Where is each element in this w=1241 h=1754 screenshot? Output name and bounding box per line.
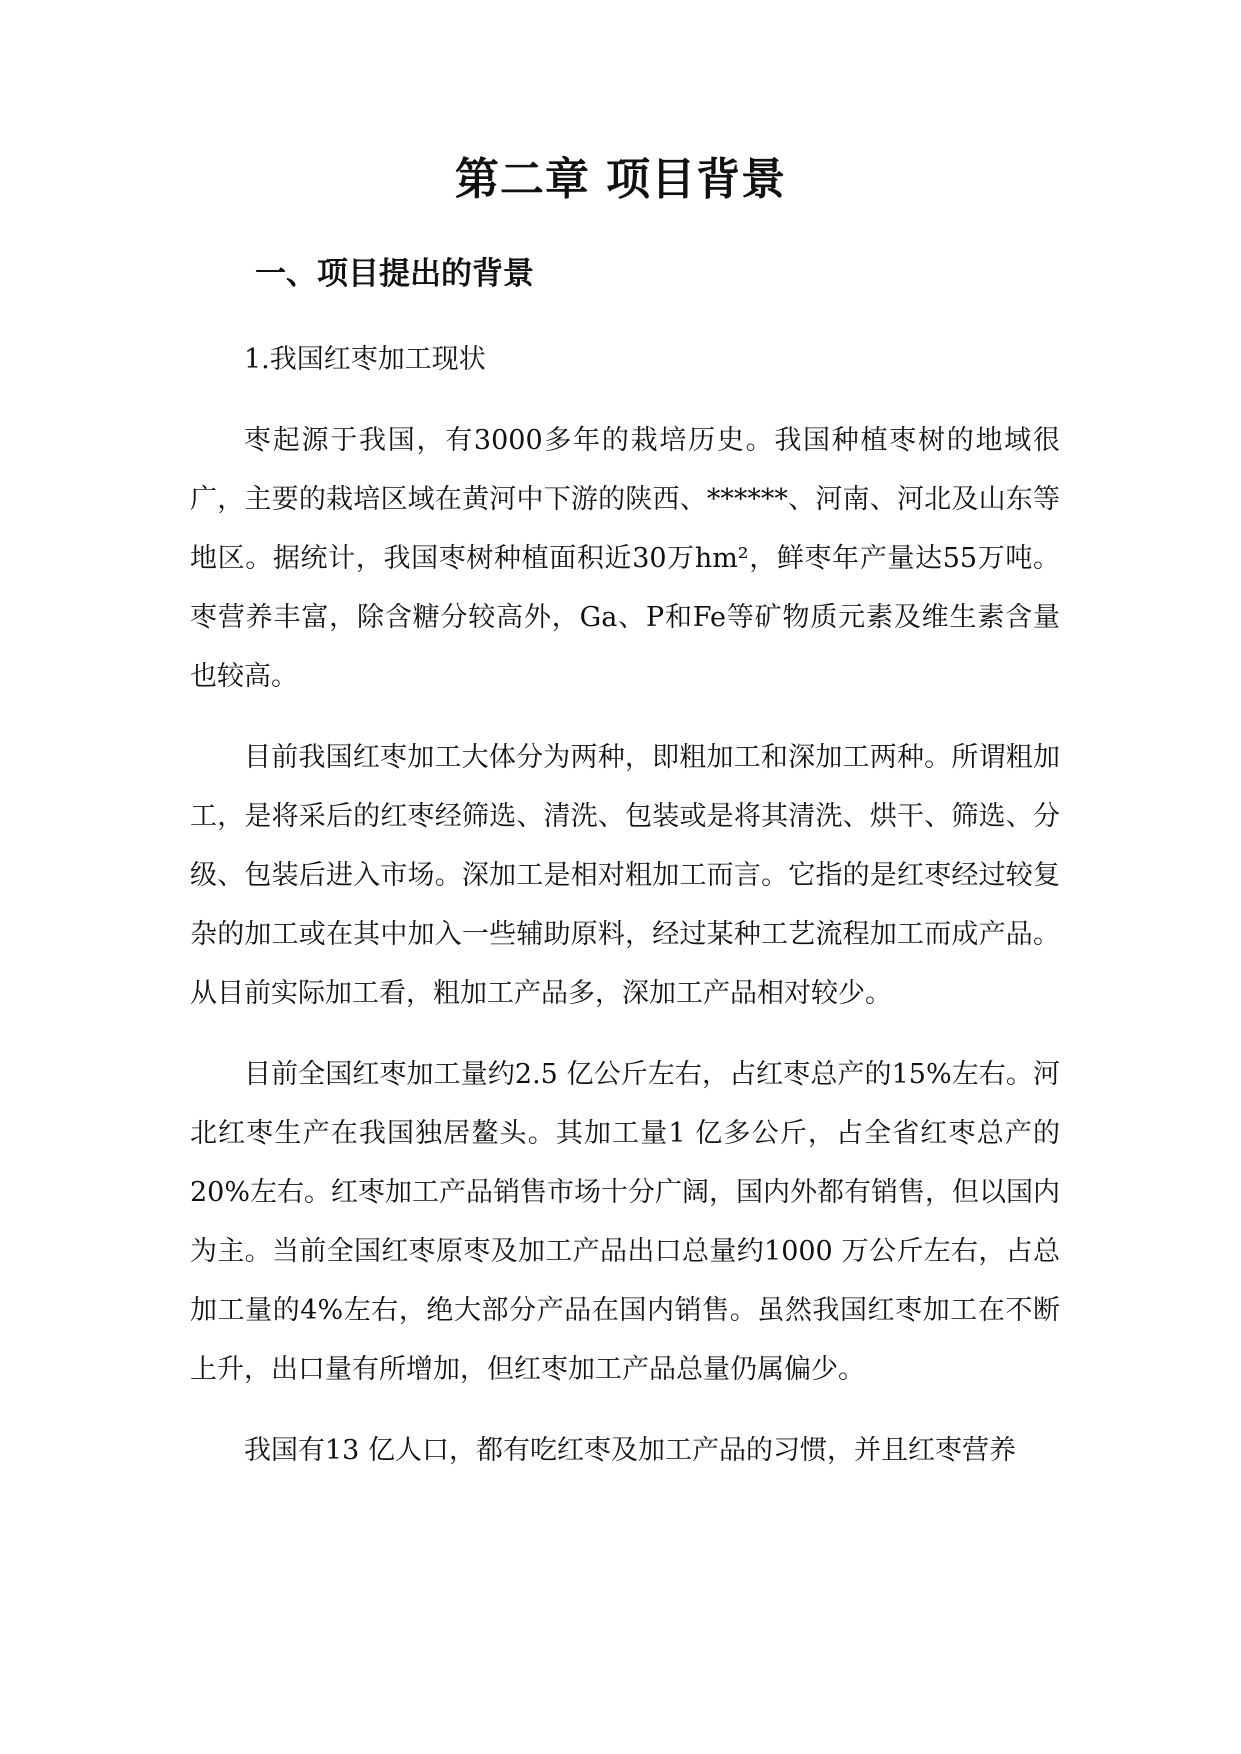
subsection-title: 1.我国红枣加工现状 [244, 344, 486, 375]
document-body [190, 330, 1060, 1502]
section-title: 一、项目提出的背景 [255, 256, 534, 292]
paragraph: 目前我国红枣加工大体分为两种，即粗加工和深加工两种。所谓粗加工，是将采后的红枣经筛选、清洗、包装或是将其清洗、烘干、筛选、分级、包装后进入市场。深加工是相对粗加工而言。它指的是红枣经过较复杂的加工或在其中加入一些辅助原料，经过某种工艺流程加工而成产品。从目前实际加工看，粗加工产品多，深加工产品相对较少。 [190, 742, 1060, 1009]
paragraph: 我国有13 亿人口，都有吃红枣及加工产品的习惯，并且红枣营养 [244, 1435, 1016, 1466]
paragraph: 目前全国红枣加工量约2.5 亿公斤左右，占红枣总产的15%左右。河北红枣生产在我国独居鳌头。其加工量1 亿多公斤，占全省红枣总产的20%左右。红枣加工产品销售市场十分广阔，国内外都有销售，但以国内为主。当前全国红枣原枣及加工产品出口总量约1000 万公斤左右，占总加工量的4%左右，绝大部分产品在国内销售。虽然我国红枣加工在不断上升，出口量有所增加，但红枣加工产品总量仍属偏少。 [190, 1059, 1061, 1385]
paragraph: 枣起源于我国，有3000多年的栽培历史。我国种植枣树的地域很广，主要的栽培区域在黄河中下游的陕西、******、河南、河北及山东等地区。据统计，我国枣树种植面积近30万hm²，鲜枣年产量达55万吨。枣营养丰富，除含糖分较高外，Ga、P和Fe等矿物质元素及维生素含量也较高。 [190, 425, 1060, 692]
chapter-title: 第二章 项目背景 [454, 154, 787, 205]
